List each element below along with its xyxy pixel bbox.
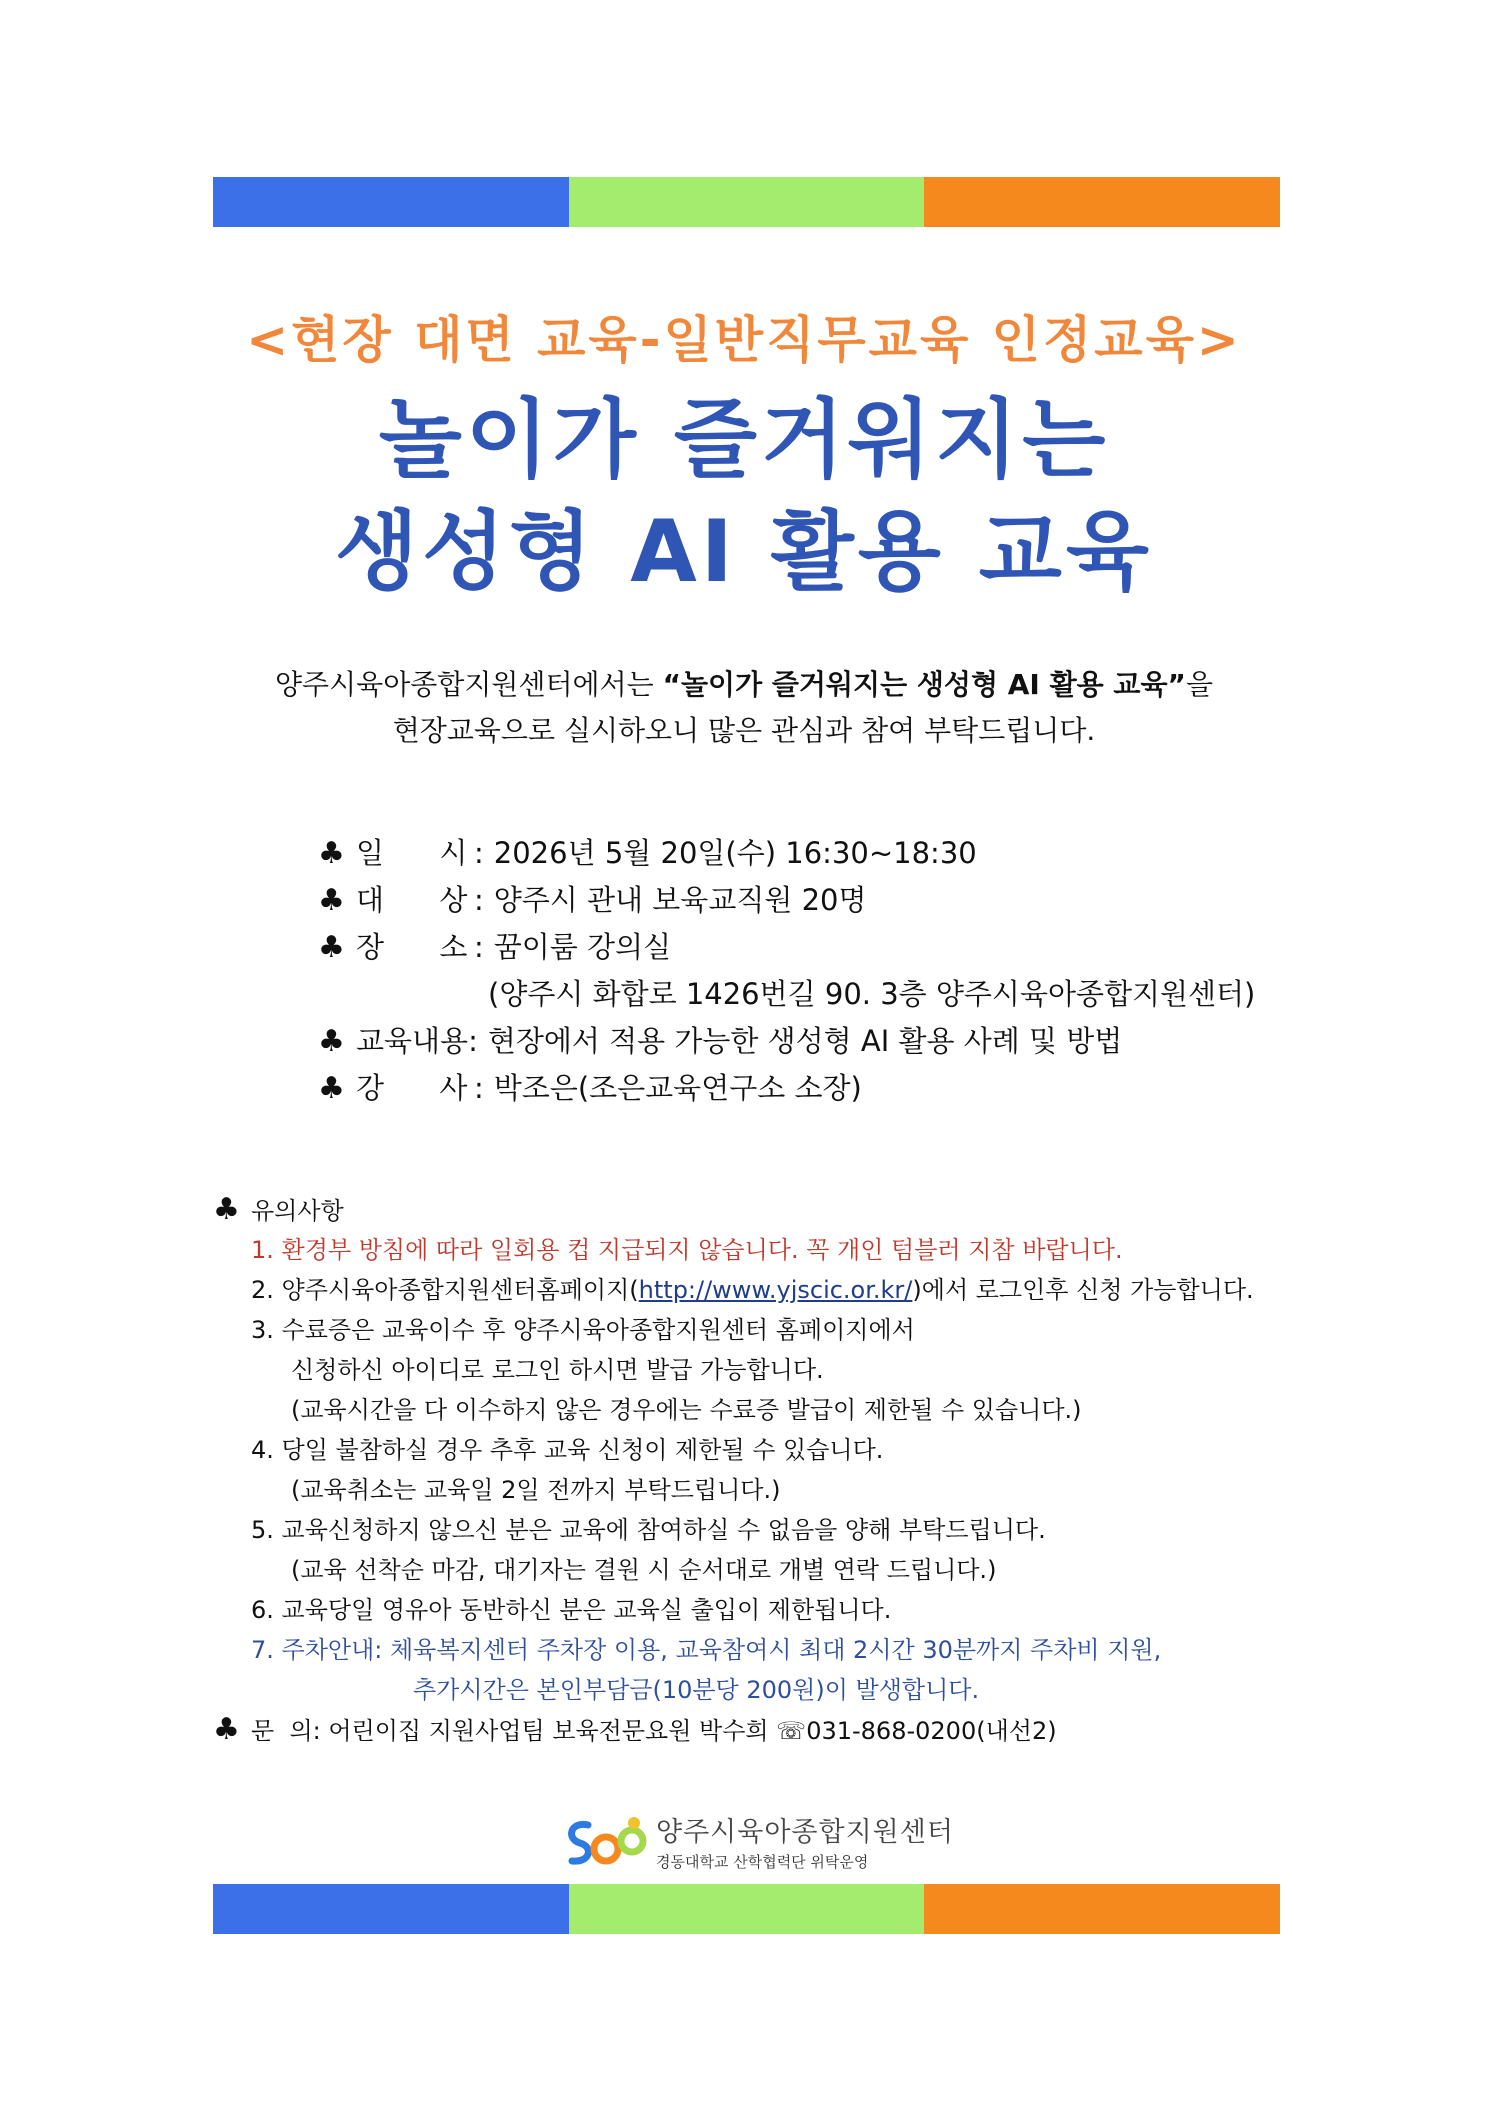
note-5: 5. 교육신청하지 않으신 분은 교육에 참여하실 수 없음을 양해 부탁드립니다. <box>251 1516 1046 1544</box>
notes-heading <box>213 1190 1283 1230</box>
detail-target: ♣ 대 상 : 양주시 관내 보육교직원 20명 <box>318 877 1255 924</box>
top-bar-blue <box>213 177 569 227</box>
detail-content-value: 현장에서 적용 가능한 생성형 AI 활용 사례 및 방법 <box>487 1024 1123 1058</box>
center-logo-name: 양주시육아종합지원센터 <box>656 1817 954 1848</box>
detail-place-value: 꿈이룸 강의실 <box>493 930 672 964</box>
note-1: 1. 환경부 방침에 따라 일회용 컵 지급되지 않습니다. 꼭 개인 텀블러 지참 바랍니다. <box>251 1236 1123 1264</box>
page-title-line1: 놀이가 즐거워지는 <box>378 390 1110 490</box>
note-3: 3. 수료증은 교육이수 후 양주시육아종합지원센터 홈페이지에서 <box>251 1316 915 1344</box>
note-7: 7. 주차안내: 체육복지센터 주차장 이용, 교육참여시 최대 2시간 30분까지 주차비 지원, <box>251 1636 1162 1664</box>
club-icon: ♣ <box>318 1071 345 1106</box>
club-icon: ♣ <box>318 883 345 918</box>
detail-date: ♣ 일 시 : 2026년 5월 20일(수) 16:30~18:30 <box>318 830 1255 877</box>
note-3-line2: 신청하신 아이디로 로그인 하시면 발급 가능합니다. <box>291 1356 824 1384</box>
note-7-line2: 추가시간은 본인부담금(10분당 200원)이 발생합니다. <box>413 1676 980 1704</box>
club-icon: ♣ <box>213 1712 240 1747</box>
detail-date-value: 2026년 5월 20일(수) 16:30~18:30 <box>493 836 977 870</box>
detail-lecturer-label: 강 사 <box>356 1071 468 1105</box>
intro-paragraph <box>0 662 1488 754</box>
note-5-line2: (교육 선착순 마감, 대기자는 결원 시 순서대로 개별 연락 드립니다.) <box>291 1556 997 1584</box>
club-icon: ♣ <box>318 836 345 871</box>
intro-line2: 현장교육으로 실시하오니 많은 관심과 참여 부탁드립니다. <box>392 714 1096 747</box>
intro-course-name: “놀이가 즐거워지는 생성형 AI 활용 교육” <box>662 668 1186 701</box>
page-subtitle: <현장 대면 교육-일반직무교육 인정교육> <box>246 311 1242 369</box>
notes-heading-text: 유의사항 <box>251 1197 344 1225</box>
club-icon: ♣ <box>213 1192 240 1227</box>
detail-date-label: 일 시 <box>356 836 468 870</box>
note-6: 6. 교육당일 영유아 동반하신 분은 교육실 출입이 제한됩니다. <box>251 1596 892 1624</box>
page-title-line2: 생성형 AI 활용 교육 <box>335 502 1153 602</box>
bottom-bar-blue <box>213 1884 569 1934</box>
top-color-bar <box>213 177 1280 227</box>
detail-place-label: 장 소 <box>356 930 468 964</box>
center-logo <box>560 1810 954 1872</box>
detail-content: ♣ 교육내용 : 현장에서 적용 가능한 생성형 AI 활용 사례 및 방법 <box>318 1018 1255 1065</box>
bottom-bar-green <box>569 1884 925 1934</box>
note-2-text: 2. 양주시육아종합지원센터홈페이지( <box>251 1276 639 1304</box>
bottom-color-bar <box>213 1884 1280 1934</box>
intro-line1 <box>0 662 1488 708</box>
center-logo-sub: 경동대학교 산학협력단 위탁운영 <box>656 1853 869 1871</box>
center-logo-icon <box>560 1811 650 1871</box>
top-bar-orange <box>924 177 1280 227</box>
details-list <box>318 830 1255 1112</box>
top-bar-green <box>569 177 925 227</box>
bottom-bar-orange <box>924 1884 1280 1934</box>
club-icon: ♣ <box>318 1024 345 1059</box>
detail-lecturer: ♣ 강 사 : 박조은(조은교육연구소 소장) <box>318 1065 1255 1112</box>
contact-label: 문 의 <box>251 1717 313 1745</box>
detail-content-label: 교육내용 <box>356 1024 469 1058</box>
note-2 <box>213 1270 1283 1310</box>
note-4-line2: (교육취소는 교육일 2일 전까지 부탁드립니다.) <box>291 1476 781 1504</box>
detail-lecturer-value: 박조은(조은교육연구소 소장) <box>493 1071 862 1105</box>
detail-place: ♣ 장 소 : 꿈이룸 강의실 <box>318 924 1255 971</box>
note-4: 4. 당일 불참하실 경우 추후 교육 신청이 제한될 수 있습니다. <box>251 1436 884 1464</box>
contact-row: ♣ 문 의: 어린이집 지원사업팀 보육전문요원 박수희 ☏031-868-0200(내선2) <box>213 1710 1283 1750</box>
note-2-suffix: )에서 로그인후 신청 가능합니다. <box>912 1276 1254 1304</box>
intro-line1-suffix: 을 <box>1185 668 1213 701</box>
homepage-link[interactable]: http://www.yjscic.or.kr/ <box>638 1276 913 1304</box>
detail-target-label: 대 상 <box>356 883 468 917</box>
club-icon: ♣ <box>318 930 345 965</box>
detail-place-address: (양주시 화합로 1426번길 90. 3층 양주시육아종합지원센터) <box>488 977 1256 1011</box>
intro-line1-text: 양주시육아종합지원센터에서는 <box>275 668 663 701</box>
contact-value: 어린이집 지원사업팀 보육전문요원 박수희 ☏031-868-0200(내선2) <box>328 1717 1057 1745</box>
note-3-line3: (교육시간을 다 이수하지 않은 경우에는 수료증 발급이 제한될 수 있습니다.) <box>291 1396 1082 1424</box>
notes-section <box>213 1190 1283 1750</box>
detail-target-value: 양주시 관내 보육교직원 20명 <box>493 883 867 917</box>
